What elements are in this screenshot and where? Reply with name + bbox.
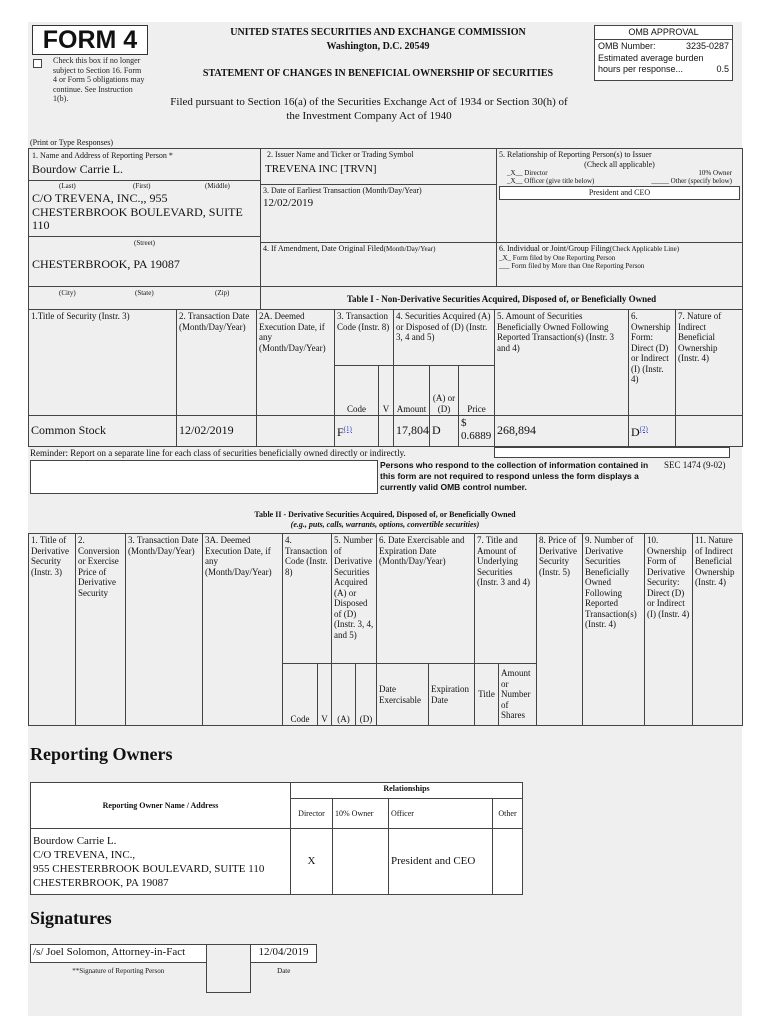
t1-sub-a-or-d: (A) or (D) [430,366,459,416]
t2-header-exercisable: 6. Date Exercisable and Expiration Date (Month/Day/Year) [377,534,475,664]
t2-header-ownership-form: 10. Ownership Form of Derivative Security: Direct (D) or Indirect (I) (Instr. 4) [645,534,693,726]
t2-header-price: 8. Price of Derivative Security (Instr. 5) [537,534,583,726]
omb-approval-box [594,25,733,81]
t2-header-conversion: 2. Conversion or Exercise Price of Derivative Security [76,534,126,726]
owner-name: Bourdow Carrie L. [33,834,117,847]
t2-sub-a: (A) [332,664,356,726]
box4-label: 4. If Amendment, Date Original Filed [263,244,384,253]
statement-title: STATEMENT OF CHANGES IN BENEFICIAL OWNERSHIP OF SECURITIES [202,68,554,79]
box6-suffix: (Check Applicable Line) [609,245,680,253]
city-label: (City) [59,289,76,297]
box3-label: 3. Date of Earliest Transaction (Month/Day/Year) [263,186,422,195]
zip-label: (Zip) [215,289,230,297]
box6-option-one: _X_ Form filed by One Reporting Person [499,253,616,262]
t2-sub-v: V [318,664,332,726]
other-option: _____ Other (specify below) [651,177,732,185]
t2-header-nature: 11. Nature of Indirect Beneficial Ownership (Instr. 4) [693,534,743,726]
t1-header-deemed: 2A. Deemed Execution Date, if any (Month/Day/Year) [257,310,335,416]
t1-row-title: Common Stock [29,416,177,447]
t1-row-v [379,416,394,447]
t1-sub-v: V [379,366,394,416]
table1-title: Table I - Non-Derivative Securities Acquired, Disposed of, or Beneficially Owned [261,287,743,310]
signature-label: **Signature of Reporting Person [72,967,165,975]
person-name: Bourdow Carrie L. [32,161,123,176]
omb-burden-label: Estimated average burden [598,53,704,63]
street-label: (Street) [29,236,260,250]
officer-header: Officer [389,799,493,829]
t1-row-nature [676,416,743,447]
table2-subtitle: (e.g., puts, calls, warrants, options, convertible securities) [290,520,480,529]
no-longer-subject-checkbox[interactable] [33,59,42,68]
reminder-box-right [494,447,730,458]
reminder-box-left [30,460,378,494]
t2-header-number-owned: 9. Number of Derivative Securities Beneficially Owned Following Reported Transaction(s) (Instr. 4) [583,534,645,726]
form-page [28,22,742,1016]
box6-option-more: ___ Form filed by More than One Reporting Person [499,261,645,270]
last-label: (Last) [59,182,76,190]
ten-pct-mark [333,829,389,895]
t2-header-deemed: 3A. Deemed Execution Date, if any (Month/Day/Year) [203,534,283,726]
t2-sub-expiration: Expiration Date [429,664,475,726]
filed-pursuant-line1: Filed pursuant to Section 16(a) of the Securities Exchange Act of 1934 or Section 30(h) of [170,96,568,108]
first-label: (First) [133,182,151,190]
t2-sub-date-exercisable: Date Exercisable [377,664,429,726]
city-state-zip-row [28,286,743,310]
state-label: (State) [135,289,154,297]
omb-number-value: 3235-0287 [685,41,729,51]
other-value [493,829,523,895]
persons-respond-note: Persons who respond to the collection of information contained in this form are not required to respond unless the form displays a currently valid OMB control number. [380,460,649,492]
t1-header-nature: 7. Nature of Indirect Beneficial Ownership (Instr. 4) [676,310,743,416]
city-line: CHESTERBROOK, PA 19087 [32,257,180,271]
t1-header-title: 1.Title of Security (Instr. 3) [29,310,177,416]
ten-pct-header: 10% Owner [333,799,389,829]
t1-row-code: F [337,424,344,439]
t2-header-title: 1. Title of Derivative Security (Instr. 3) [29,534,76,726]
t2-header-underlying: 7. Title and Amount of Underlying Securities (Instr. 3 and 4) [475,534,537,664]
signature-spacer [207,945,251,993]
reporting-person-grid [28,148,743,287]
box6-label: 6. Individual or Joint/Group Filing [499,244,610,253]
agency-city: Washington, D.C. 20549 [326,41,430,52]
ten-pct-option: 10% Owner [698,169,732,177]
table2-title: Table II - Derivative Securities Acquired, Disposed of, or Beneficially Owned [254,510,516,519]
omb-number-label: OMB Number: [598,41,656,51]
reporting-owners-heading: Reporting Owners [30,744,173,764]
other-header: Other [493,799,523,829]
t1-row-price-symbol: $ [461,417,467,429]
owner-name-header: Reporting Owner Name / Address [31,783,291,829]
t1-sub-price: Price [459,366,495,416]
owner-address-line1: C/O TREVENA, INC., [33,848,136,861]
officer-title: President and CEO [499,186,740,200]
address-line: C/O TREVENA, INC.,, 955 CHESTERBROOK BOULEVARD, SUITE 110 [32,191,243,232]
t1-row-amount: 17,804 [394,416,430,447]
box5-sub: (Check all applicable) [584,159,655,169]
t1-row-form-footnote[interactable]: (2) [639,424,648,433]
box4-suffix: (Month/Day/Year) [383,245,436,253]
t1-row-price: 0.6889 [461,429,492,442]
box2-label: 2. Issuer Name and Ticker or Trading Symbol [267,150,414,159]
t2-header-number: 5. Number of Derivative Securities Acquired (A) or Disposed of (D) (Instr. 3, 4, and 5) [332,534,377,664]
t2-sub-d: (D) [356,664,377,726]
table1-non-derivative [28,309,743,447]
omb-hours-label: hours per response... [598,64,684,74]
t1-row-owned: 268,894 [495,416,629,447]
earliest-transaction-date: 12/02/2019 [263,196,314,209]
reminder-text: Reminder: Report on a separate line for each class of securities beneficially owned directly or indirectly. [30,448,406,458]
table-row [29,416,743,447]
sec-code: SEC 1474 (9-02) [664,460,726,470]
print-note: (Print or Type Responses) [30,138,114,147]
t1-sub-code: Code [335,366,379,416]
signatures-heading: Signatures [30,908,112,928]
director-option: _X__ Director [507,169,548,177]
signature-table [30,944,317,993]
agency-name: UNITED STATES SECURITIES AND EXCHANGE COMMISSION [230,27,526,38]
signature-value: /s/ Joel Solomon, Attorney-in-Fact [31,945,207,963]
t1-row-form: D [631,424,640,439]
t2-sub-amount: Amount or Number of Shares [499,664,537,726]
t2-sub-code: Code [283,664,318,726]
table2-derivative [28,533,743,726]
signature-date: 12/04/2019 [251,945,317,963]
t1-row-deemed [257,416,335,447]
t1-row-code-footnote[interactable]: (1) [343,424,352,433]
t1-row-date: 12/02/2019 [177,416,257,447]
t1-header-ownership-form: 6. Ownership Form: Direct (D) or Indirect (I) (Instr. 4) [629,310,676,416]
filed-pursuant-line2: the Investment Company Act of 1940 [286,110,452,122]
form-title: FORM 4 [32,25,148,55]
owner-address-line2: 955 CHESTERBROOK BOULEVARD, SUITE 110 [33,862,265,875]
middle-label: (Middle) [205,182,230,190]
t1-sub-amount: Amount [394,366,430,416]
director-header: Director [291,799,333,829]
relationships-header: Relationships [291,783,523,799]
issuer-name: TREVENA INC [TRVN] [265,162,377,175]
t1-header-amount-owned: 5. Amount of Securities Beneficially Owned Following Reported Transaction(s) (Instr. 3 and 4) [495,310,629,416]
omb-hours-value: 0.5 [716,64,729,74]
table-row [31,829,523,895]
officer-value: President and CEO [389,829,493,895]
date-label: Date [277,967,291,975]
reporting-owners-table [30,782,523,895]
t1-header-code: 3. Transaction Code (Instr. 8) [335,310,394,366]
officer-option: _X__ Officer (give title below) [507,177,595,185]
t2-sub-title: Title [475,664,499,726]
box1-label: 1. Name and Address of Reporting Person * [32,151,173,160]
t1-row-a-or-d: D [430,416,459,447]
box5-label: 5. Relationship of Reporting Person(s) to Issuer [499,150,652,159]
t1-header-securities: 4. Securities Acquired (A) or Disposed of (D) (Instr. 3, 4 and 5) [394,310,495,366]
owner-address-line3: CHESTERBROOK, PA 19087 [33,876,169,889]
t1-header-date: 2. Transaction Date (Month/Day/Year) [177,310,257,416]
t2-header-code: 4. Transaction Code (Instr. 8) [283,534,332,664]
checkbox-note: Check this box if no longer subject to Section 16. Form 4 or Form 5 obligations may continue. See Instruction 1(b). [53,56,145,103]
director-mark: X [291,829,333,895]
omb-title: OMB APPROVAL [595,26,732,40]
t2-header-date: 3. Transaction Date (Month/Day/Year) [126,534,203,726]
